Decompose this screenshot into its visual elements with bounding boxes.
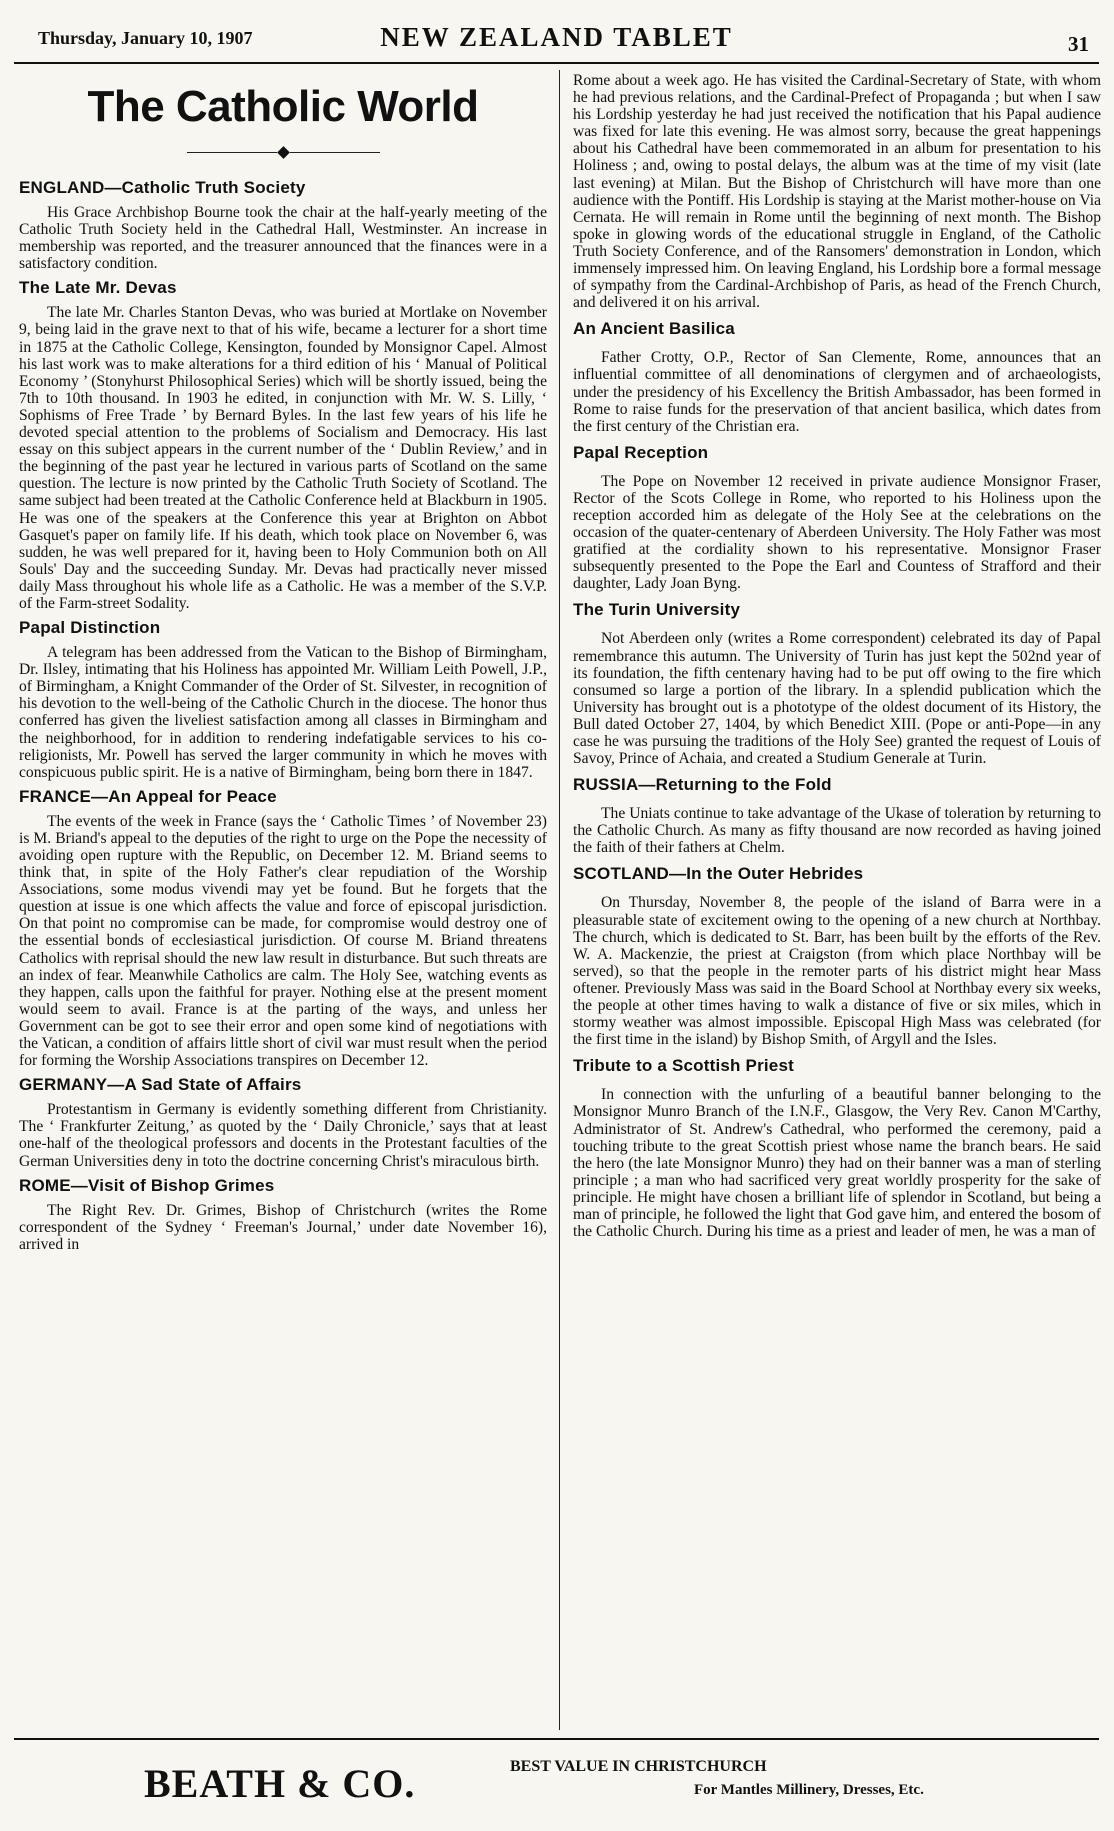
heading-ancient-basilica: An Ancient Basilica xyxy=(573,319,735,339)
column-divider xyxy=(559,70,560,1730)
article-paragraph: The Right Rev. Dr. Grimes, Bishop of Christchurch (writes the Rome correspondent of the Sydney ‘ Freeman's Journal,’ under date November 16), arrived in xyxy=(19,1201,547,1253)
heading-turin-university: The Turin University xyxy=(573,600,741,620)
heading-tribute-scottish-priest: Tribute to a Scottish Priest xyxy=(573,1056,794,1076)
article-paragraph: The Uniats continue to take advantage of the Ukase of toleration by returning to the Catholic Church. As many as fifty thousand are now recorded as having joined the faith of their fathers at Chelm. xyxy=(573,805,1101,857)
publication-title: NEW ZEALAND TABLET xyxy=(380,22,733,52)
section-title: The Catholic World xyxy=(87,82,479,131)
article-paragraph: Father Crotty, O.P., Rector of San Clemente, Rome, announces that an influential committee of all denominations of clergymen and of archaeologists, under the presidency of his Excellency the British Ambassador, has been formed in Rome to raise funds for the preservation of that ancient basilica, which dates from the first century of the Christian era. xyxy=(573,349,1101,435)
page-header xyxy=(14,14,1099,64)
article-paragraph: In connection with the unfurling of a beautiful banner belonging to the Monsignor Munro Branch of the I.N.F., Glasgow, the Very Rev. Canon M'Carthy, Administrator of St. Andrew's Cathedral, who performed the ceremony, paid a touching tribute to the great Scottish priest whose name the branch bears. He said the hero (the late Monsignor Munro) they had on their banner was a man of sterling principle ; a man who had sacrificed very great worldly prosperity for the sake of principle. He might have chosen a brilliant life of splendor in Scotland, but being a man of principle, he followed the light that God gave him, and entered the bosom of the Catholic Church. During his time as a priest and leader of men, he was a man of xyxy=(573,1086,1101,1241)
article-paragraph: On Thursday, November 8, the people of the island of Barra were in a pleasurable state of excitement owing to the opening of a new church at Northbay. The church, which is dedicated to St. Barr, has been built by the efforts of the Rev. W. A. Mackenzie, the priest at Craigston (from which place Northbay will be served), so that the people in the remoter parts of his district might hear Mass oftener. Previously Mass was said in the Board School at Northbay every six weeks, the people at other times having to walk a distance of five or six miles, which in stormy weather was almost impossible. Episcopal High Mass was celebrated (for the first time in the island) by Bishop Smith, of Argyll and the Isles. xyxy=(573,894,1101,1049)
page-number: 31 xyxy=(1068,32,1089,56)
advertisement-footer xyxy=(14,1738,1099,1820)
article-paragraph: The late Mr. Charles Stanton Devas, who was buried at Mortlake on November 9, being laid in the grave next to that of his wife, became a lecturer for a short time in 1875 at the Catholic College, Kensington, founded by Monsignor Capel. Almost his last work was to make alterations for a third edition of his ‘ Manual of Political Economy ’ (Stonyhurst Philosophical Series) which will be shortly issued, being the 7th to 10th thousand. In 1903 he edited, in conjunction with Mr. W. S. Lilly, ‘ Sophisms of Free Trade ’ by Bernard Byles. In the last few years of his life he devoted special attention to the problems of Socialism and Democracy. His last essay on this subject appears in the current number of the ‘ Dublin Review,’ and in the beginning of the past year he lectured in various parts of Scotland on the same question. The lecture is now printed by the Catholic Truth Society of Scotland. The same subject had been treated at the Catholic Conference held at Blackburn in 1905. He was one of the speakers at the Conference this year at Brighton on Abbot Gasquet's paper on family life. If his death, which took place on November 6, was sudden, he was well prepared for it, having been to Holy Communion both on All Souls' Day and the succeeding Sunday. Mr. Devas had practically never missed daily Mass throughout his whole life as a Catholic. He was a member of the S.V.P. of the Farm-street Sodality. xyxy=(19,304,547,612)
diamond-icon xyxy=(277,146,290,159)
heading-scotland: SCOTLAND—In the Outer Hebrides xyxy=(573,864,864,884)
advertiser-products: For Mantles Millinery, Dresses, Etc. xyxy=(694,1782,924,1798)
article-paragraph: His Grace Archbishop Bourne took the chair at the half-yearly meeting of the Catholic Truth Society held in the Cathedral Hall, Westminster. An increase in membership was reported, and the treasurer announced that the finances were in a satisfactory condition. xyxy=(19,204,547,273)
article-paragraph: Not Aberdeen only (writes a Rome correspondent) celebrated its day of Papal remembrance this autumn. The University of Turin has just kept the 502nd year of its foundation, the fifth centenary having had to be put off owing to the fire which consumed so large a portion of the library. In a splendid publication which the University has brought out is a phototype of the oldest document of its History, the Bull dated October 27, 1404, by which Benedict XIII. (Pope or anti-Pope—in any case he was pursuing the traditions of the Holy See) granted the request of Louis of Savoy, Prince of Achaia, and created a Studium Generale at Turin. xyxy=(573,630,1101,768)
article-continuation: Rome about a week ago. He has visited the Cardinal-Secretary of State, with whom he had previous relations, and the Cardinal-Prefect of Propaganda ; but when I saw his Lordship yesterday he had just received the notification that his Papal audience was fixed for late this evening. He was almost sorry, because the great happenings about his Cathedral have been commemorated in an album for presentation to his Holiness ; and, owing to postal delays, the album was at the time of my visit (late last evening) at Milan. But the Bishop of Christchurch will have more than one audience with the Pontiff. His Lordship is staying at the Marist mother-house on Via Cernata. He will remain in Rome until the beginning of next month. The Bishop spoke in glowing words of the educational struggle in England, of the Catholic Truth Society Conference, and of the Ransomers' demonstration in London, which immensely impressed him. On leaving England, his Lordship bore a formal message of sympathy from the Cardinal-Archbishop of Paris, as head of the French Church, and delivered it on his arrival. xyxy=(573,72,1101,312)
left-column xyxy=(19,72,547,1253)
article-paragraph: The events of the week in France (says the ‘ Catholic Times ’ of November 23) is M. Briand's appeal to the deputies of the right to urge on the Pope the necessity of avoiding open rupture with the Republic, on December 12. M. Briand seems to think that, in spite of the Holy Father's clear repudiation of the Worship Associations, some modus vivendi may yet be found. But he forgets that the question at issue is one which affects the value and force of episcopal jurisdiction. On that point no compromise can be made, for compromise would destroy one of the essential bonds of ecclesiastical jurisdiction. Of course M. Briand threatens Catholics with reprisal should the new law result in disturbance. But such threats are an index of fear. Meanwhile Catholics are calm. The Holy See, watching events as they happen, calls upon the faithful for prayer. Nothing else at the present moment would seem to avail. France is at the parting of the ways, and unless her Government can be got to see their error and open some kind of negotiations with the Vatican, a condition of affairs little short of civil war must result when the period for forming the Worship Associations transpires on December 12. xyxy=(19,812,547,1070)
heading-papal-reception: Papal Reception xyxy=(573,442,709,462)
heading-england: ENGLAND—Catholic Truth Society xyxy=(19,178,306,197)
right-column xyxy=(573,72,1101,1240)
title-ornament xyxy=(19,146,547,158)
heading-papal-distinction: Papal Distinction xyxy=(19,618,161,638)
article-paragraph: A telegram has been addressed from the Vatican to the Bishop of Birmingham, Dr. Ilsley, intimating that his Holiness has appointed Mr. William Leith Powell, J.P., of Birmingham, a Knight Commander of the Order of St. Silvester, in recognition of his devotion to the well-being of the Catholic Church in the diocese. The honor thus conferred has given the liveliest satisfaction among all classes in Birmingham and the neighborhood, for in addition to rendering indefatigable services to his co-religionists, Mr. Powell has served the larger community in which he moves with conspicuous public spirit. He is a native of Birmingham, being born there in 1847. xyxy=(19,644,547,781)
heading-germany: GERMANY—A Sad State of Affairs xyxy=(19,1075,302,1095)
article-paragraph: The Pope on November 12 received in private audience Monsignor Fraser, Rector of the Scots College in Rome, who reported to his Holiness upon the reception accorded him as delegate of the Holy See at the celebrations on the occasion of the quater-centenary of Aberdeen University. The Holy Father was most gratified at the cordiality shown to his representative. Monsignor Fraser subsequently presented to the Pope the Earl and Countess of Strafford and their daughter, Lady Joan Byng. xyxy=(573,472,1101,593)
advertiser-tagline: BEST VALUE IN CHRISTCHURCH xyxy=(510,1758,767,1775)
heading-russia: RUSSIA—Returning to the Fold xyxy=(573,775,832,795)
issue-date: Thursday, January 10, 1907 xyxy=(38,28,253,48)
heading-late-mr-devas: The Late Mr. Devas xyxy=(19,278,177,298)
heading-rome: ROME—Visit of Bishop Grimes xyxy=(19,1175,275,1195)
article-paragraph: Protestantism in Germany is evidently something different from Christianity. The ‘ Frankfurter Zeitung,’ as quoted by the ‘ Daily Chronicle,’ says that at least one-half of the theological professors and docents in the Protestant faculties of the German Universities deny in toto the doctrine concerning Christ's miraculous birth. xyxy=(19,1101,547,1170)
heading-france: FRANCE—An Appeal for Peace xyxy=(19,786,277,806)
advertiser-name: BEATH & CO. xyxy=(144,1761,416,1806)
